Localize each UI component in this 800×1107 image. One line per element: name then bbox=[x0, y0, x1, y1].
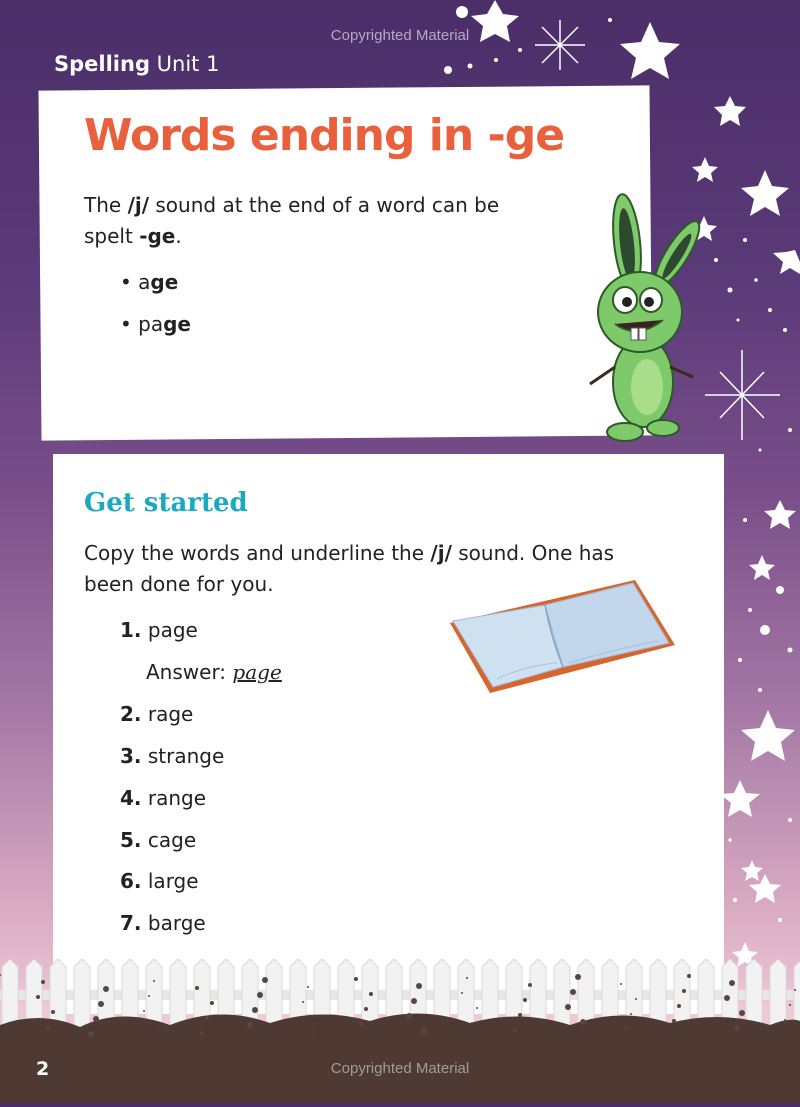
star-icon bbox=[773, 250, 800, 274]
dirt-speck bbox=[406, 1013, 412, 1019]
dirt-speck bbox=[724, 995, 730, 1001]
list-item: 7. barge bbox=[120, 911, 206, 935]
star-icon bbox=[714, 96, 746, 126]
dirt-speck bbox=[195, 986, 199, 990]
dirt-speck bbox=[205, 1016, 209, 1020]
dirt-speck bbox=[739, 1010, 745, 1016]
dirt-speck bbox=[625, 1028, 627, 1030]
dirt-speck bbox=[635, 998, 637, 1000]
star-icon bbox=[749, 555, 775, 580]
list-item: 5. cage bbox=[120, 828, 197, 852]
ending-label: -ge bbox=[139, 224, 176, 248]
dirt-speck bbox=[734, 1025, 740, 1031]
unit-label: Unit 1 bbox=[156, 52, 220, 76]
intro-text: The /j/ sound at the end of a word can be spelt -ge. bbox=[84, 193, 500, 248]
list-item: 2. rage bbox=[120, 702, 194, 726]
list-item: • page bbox=[120, 312, 191, 336]
dirt-speck bbox=[580, 1019, 586, 1025]
dirt-speck bbox=[46, 1025, 50, 1029]
dirt-speck bbox=[98, 1001, 104, 1007]
copyright-watermark: Copyrighted Material bbox=[330, 27, 470, 44]
dirt-speck bbox=[471, 1022, 473, 1024]
list-item: • age bbox=[120, 270, 179, 294]
dirt-speck bbox=[461, 992, 463, 994]
dirt-speck bbox=[262, 977, 268, 983]
dirt-speck bbox=[200, 1031, 204, 1035]
dirt-speck bbox=[364, 1007, 368, 1011]
dirt-speck bbox=[729, 980, 735, 986]
dirt-speck bbox=[523, 998, 527, 1002]
list-item: 1. page bbox=[120, 618, 198, 642]
dirt-speck bbox=[148, 995, 150, 997]
subject-label: Spelling bbox=[54, 52, 150, 76]
open-book-icon bbox=[445, 575, 675, 705]
sound-label: /j/ bbox=[127, 193, 150, 217]
dirt-speck bbox=[153, 980, 155, 982]
dirt-speck bbox=[317, 1016, 319, 1018]
dirt-speck bbox=[247, 1022, 253, 1028]
answer-value: page bbox=[232, 660, 282, 684]
dirt-speck bbox=[682, 989, 686, 993]
example-list bbox=[120, 270, 191, 354]
star-icon bbox=[741, 710, 795, 761]
rabbit-illustration bbox=[585, 192, 715, 452]
dirt-speck bbox=[307, 986, 309, 988]
dirt-speck bbox=[630, 1013, 632, 1015]
dirt-speck bbox=[565, 1004, 571, 1010]
list-item: 3. strange bbox=[120, 744, 225, 768]
sound-label: /j/ bbox=[430, 541, 452, 565]
dirt-speck bbox=[359, 1022, 363, 1026]
list-item: 4. range bbox=[120, 786, 207, 810]
dirt-speck bbox=[369, 992, 373, 996]
dirt-speck bbox=[789, 1004, 791, 1006]
dirt-speck bbox=[88, 1031, 94, 1037]
dirt-speck bbox=[312, 1031, 314, 1033]
dirt-speck bbox=[143, 1010, 145, 1012]
copyright-watermark-bottom: Copyrighted Material bbox=[330, 1060, 470, 1077]
instructions: Copy the words and underline the /j/ sound. One has been done for you. bbox=[84, 541, 615, 596]
dirt-speck bbox=[0, 974, 1, 976]
star-icon bbox=[749, 874, 781, 903]
dirt-speck bbox=[252, 1007, 258, 1013]
dirt-speck bbox=[210, 1001, 214, 1005]
section-heading: Get started bbox=[84, 488, 248, 518]
dirt-speck bbox=[411, 998, 417, 1004]
dirt-speck bbox=[528, 983, 532, 987]
star-icon bbox=[692, 157, 718, 182]
dirt-speck bbox=[677, 1004, 681, 1008]
star-icon bbox=[741, 860, 763, 881]
dirt-speck bbox=[257, 992, 263, 998]
dirt-speck bbox=[416, 983, 422, 989]
dirt-speck bbox=[794, 989, 796, 991]
dirt-speck bbox=[302, 1001, 304, 1003]
dirt-speck bbox=[158, 1025, 160, 1027]
dirt-speck bbox=[51, 1010, 55, 1014]
dirt-speck bbox=[513, 1028, 517, 1032]
unit-header bbox=[54, 52, 219, 76]
list-item: 6. large bbox=[120, 869, 199, 893]
dirt-speck bbox=[354, 977, 358, 981]
answer-line: Answer: page bbox=[146, 660, 282, 684]
star-icon bbox=[764, 500, 796, 529]
dirt-speck bbox=[36, 995, 40, 999]
dirt-speck bbox=[570, 989, 576, 995]
dirt-speck bbox=[93, 1016, 99, 1022]
dirt-speck bbox=[466, 977, 468, 979]
dirt-speck bbox=[620, 983, 622, 985]
dirt-speck bbox=[421, 1028, 427, 1034]
dirt-speck bbox=[41, 980, 45, 984]
dirt-speck bbox=[687, 974, 691, 978]
dirt-speck bbox=[103, 986, 109, 992]
dirt-speck bbox=[672, 1019, 676, 1023]
page-number: 2 bbox=[36, 1058, 50, 1080]
dirt-speck bbox=[784, 1019, 786, 1021]
dirt-speck bbox=[518, 1013, 522, 1017]
star-icon bbox=[741, 170, 789, 216]
star-icon bbox=[720, 780, 760, 817]
sparkle-icon bbox=[705, 350, 780, 440]
dirt-speck bbox=[575, 974, 581, 980]
dirt-speck bbox=[476, 1007, 478, 1009]
page-title: Words ending in -ge bbox=[84, 110, 565, 161]
